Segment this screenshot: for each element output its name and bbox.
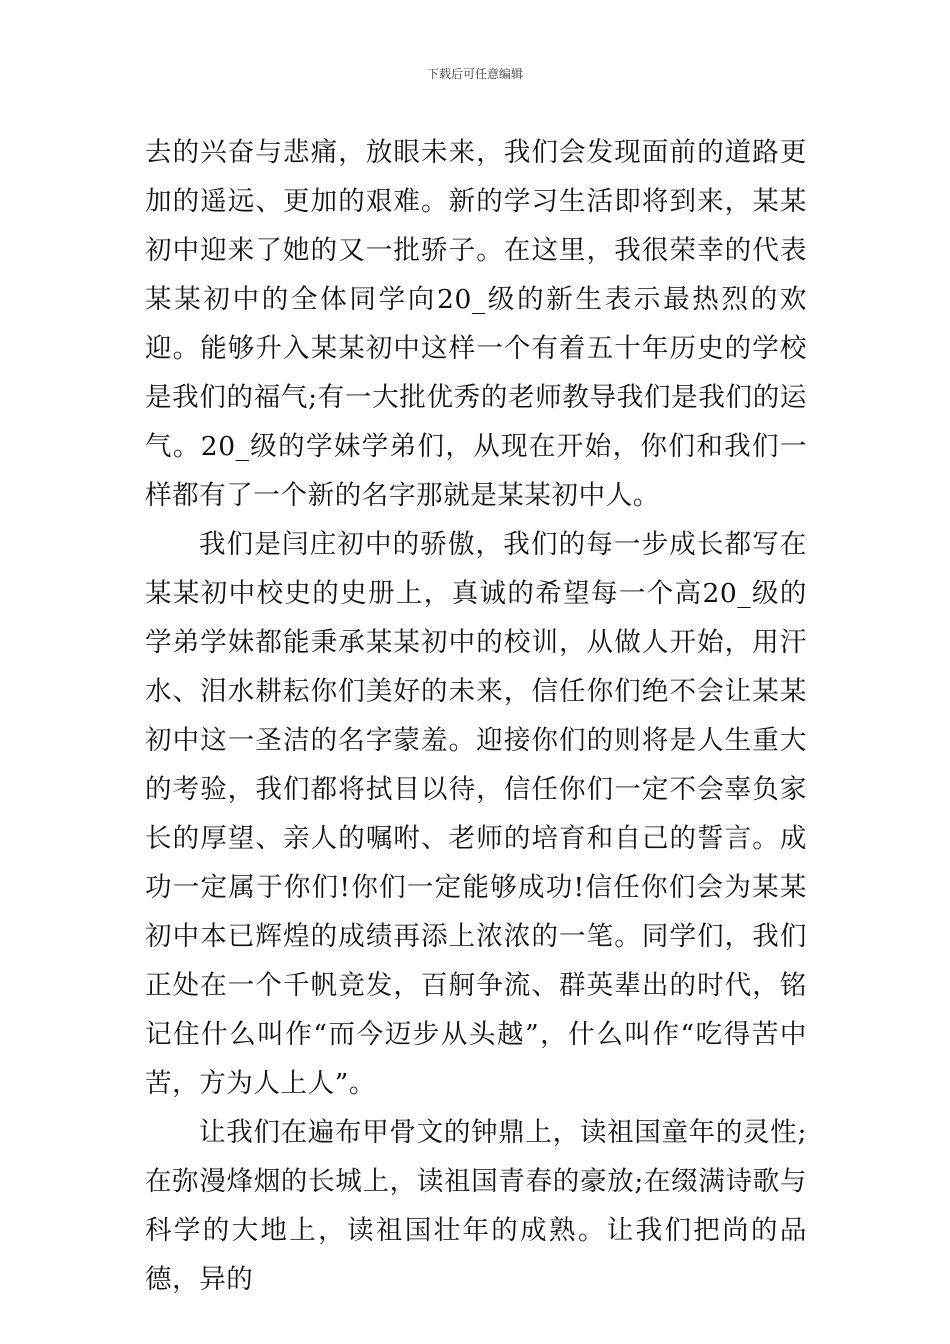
paragraph-2: 我们是闫庄初中的骄傲，我们的每一步成长都写在某某初中校史的史册上，真诚的希望每一个高20_级的学弟学妹都能秉承某某初中的校训，从做人开始，用汗水、泪水耕耘你们美好的未来，信任你们绝不会让某某初中这一圣洁的名字蒙羞。迎接你们的则将是人生重大的考验，我们都将拭目以待，信任你们一定不会辜负家长的厚望、亲人的嘱咐、老师的培育和自己的誓言。成功一定属于你们!你们一定能够成功!信任你们会为某某初中本已辉煌的成绩再添上浓浓的一笔。同学们，我们正处在一个千帆竞发，百舸争流、群英辈出的时代，铭记住什么叫作“而今迈步从头越”，什么叫作“吃得苦中苦，方为人上人”。 <box>145 529 807 1099</box>
paragraph-3: 让我们在遍布甲骨文的钟鼎上，读祖国童年的灵性;在弥漫烽烟的长城上，读祖国青春的豪放;在缀满诗歌与科学的大地上，读祖国壮年的成熟。让我们把尚的品德，异的 <box>145 1117 807 1295</box>
page-header: 下载后可任意编辑 <box>426 67 523 81</box>
paragraph-1: 去的兴奋与悲痛，放眼未来，我们会发现面前的道路更加的遥远、更加的艰难。新的学习生活即将到来，某某初中迎来了她的又一批骄子。在这里，我很荣幸的代表某某初中的全体同学向20_级的新生表示最热烈的欢迎。能够升入某某初中这样一个有着五十年历史的学校是我们的福气;有一大批优秀的老师教导我们是我们的运气。20_级的学妹学弟们，从现在开始，你们和我们一样都有了一个新的名字那就是某某初中人。 <box>145 137 807 511</box>
document-body <box>145 128 807 1304</box>
